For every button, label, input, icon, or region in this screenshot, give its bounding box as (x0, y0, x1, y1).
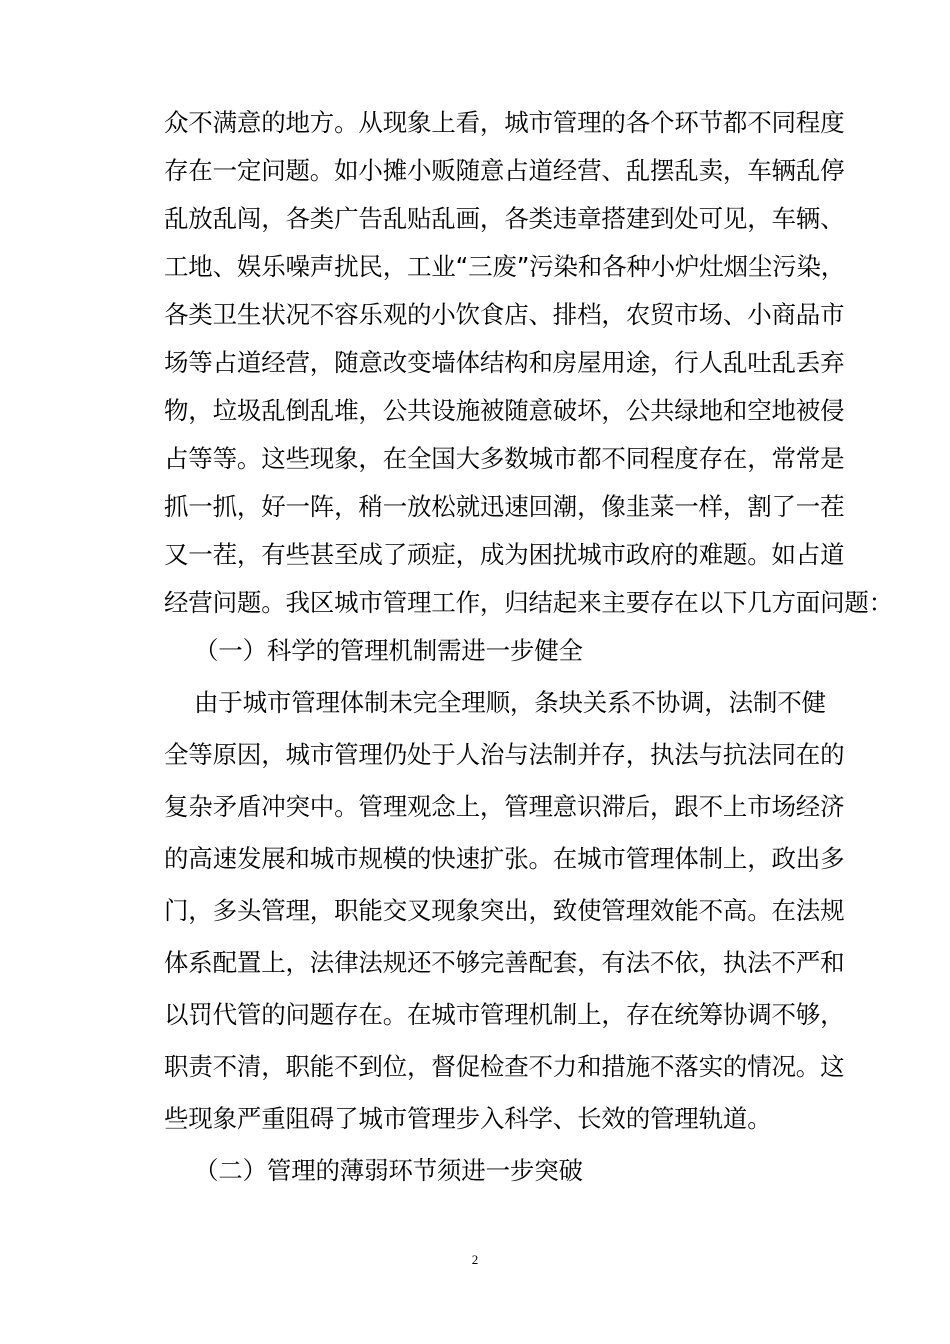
paragraph-line: 又一茬，有些甚至成了顽症，成为困扰城市政府的难题。如占道 (164, 540, 845, 569)
paragraph-line: 乱放乱闯，各类广告乱贴乱画，各类违章搭建到处可见，车辆、 (164, 204, 845, 233)
paragraph-line: （一）科学的管理机制需进一步健全 (194, 636, 583, 665)
paragraph-line: 场等占道经营，随意改变墙体结构和房屋用途，行人乱吐乱丢弃 (164, 348, 845, 377)
paragraph-line: 职责不清，职能不到位，督促检查不力和措施不落实的情况。这 (164, 1052, 845, 1081)
paragraph-line: 体系配置上，法律法规还不够完善配套，有法不依，执法不严和 (164, 948, 845, 977)
paragraph-line: 由于城市管理体制未完全理顺，条块关系不协调，法制不健 (194, 688, 826, 717)
paragraph-line: 经营问题。我区城市管理工作，归结起来主要存在以下几方面问题： (164, 588, 893, 617)
paragraph-line: 些现象严重阻碍了城市管理步入科学、长效的管理轨道。 (164, 1104, 772, 1133)
paragraph-line: 抓一抓，好一阵，稍一放松就迅速回潮，像韭菜一样，割了一茬 (164, 492, 845, 521)
paragraph-line: 众不满意的地方。从现象上看，城市管理的各个环节都不同程度 (164, 108, 845, 137)
paragraph-line: 存在一定问题。如小摊小贩随意占道经营、乱摆乱卖，车辆乱停 (164, 156, 845, 185)
paragraph-line: 工地、娱乐噪声扰民，工业“三废”污染和各种小炉灶烟尘污染， (164, 252, 846, 281)
paragraph-line: 各类卫生状况不容乐观的小饮食店、排档，农贸市场、小商品市 (164, 300, 845, 329)
paragraph-line: 占等等。这些现象，在全国大多数城市都不同程度存在，常常是 (164, 444, 845, 473)
paragraph-line: 复杂矛盾冲突中。管理观念上，管理意识滞后，跟不上市场经济 (164, 792, 845, 821)
paragraph-line: 物，垃圾乱倒乱堆，公共设施被随意破坏，公共绿地和空地被侵 (164, 396, 845, 425)
paragraph-line: 门，多头管理，职能交叉现象突出，致使管理效能不高。在法规 (164, 896, 845, 925)
paragraph-line: 的高速发展和城市规模的快速扩张。在城市管理体制上，政出多 (164, 844, 845, 873)
page-number: 2 (471, 1252, 479, 1267)
paragraph-line: （二）管理的薄弱环节须进一步突破 (194, 1156, 583, 1185)
paragraph-line: 全等原因，城市管理仍处于人治与法制并存，执法与抗法同在的 (164, 740, 845, 769)
paragraph-line: 以罚代管的问题存在。在城市管理机制上，存在统筹协调不够， (164, 1000, 845, 1029)
